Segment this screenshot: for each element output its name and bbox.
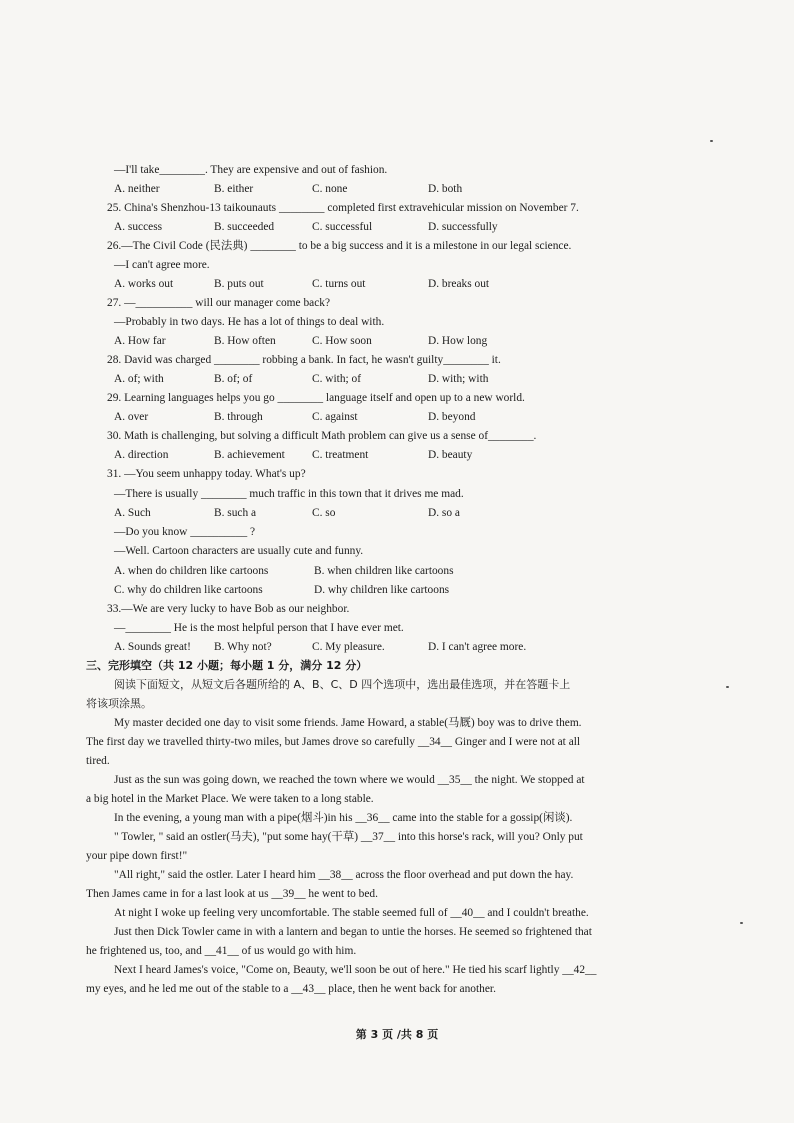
text-line: your pipe down first!" xyxy=(86,850,188,862)
text-line: 27. —__________ will our manager come back? xyxy=(107,297,331,309)
option-b: D. why children like cartoons xyxy=(314,584,450,596)
text-line: Just as the sun was going down, we reached the town where we would __35__ the night. We stopped at xyxy=(114,774,585,786)
option-b: B. achievement xyxy=(214,449,285,461)
scan-speck xyxy=(710,140,713,142)
scan-speck xyxy=(726,686,729,688)
option-c: C. successful xyxy=(312,221,373,233)
text-line: The first day we travelled thirty-two miles, but James drove so carefully __34__ Ginger and I were not at all xyxy=(86,736,581,748)
text-line: tired. xyxy=(86,755,110,767)
option-a: A. works out xyxy=(114,278,174,290)
text-line: My master decided one day to visit some friends. Jame Howard, a stable(马厩) boy was to drive them. xyxy=(114,717,582,729)
option-c: C. How soon xyxy=(312,335,372,347)
option-c: C. so xyxy=(312,507,336,519)
text-line: 33.—We are very lucky to have Bob as our neighbor. xyxy=(107,603,350,615)
option-d: D. with; with xyxy=(428,373,489,385)
text-line: 30. Math is challenging, but solving a difficult Math problem can give us a sense of________. xyxy=(107,430,537,442)
text-line: —There is usually ________ much traffic in this town that it drives me mad. xyxy=(114,488,464,500)
page-footer: 第 3 页 /共 8 页 xyxy=(355,1028,439,1041)
text-line: a big hotel in the Market Place. We were taken to a long stable. xyxy=(86,793,374,805)
text-line: —Probably in two days. He has a lot of things to deal with. xyxy=(114,316,385,328)
option-a: A. How far xyxy=(114,335,166,347)
option-a: A. Such xyxy=(114,507,151,519)
option-a: A. direction xyxy=(114,449,169,461)
option-b: B. either xyxy=(214,183,254,195)
option-c: C. against xyxy=(312,411,358,423)
text-line: 29. Learning languages helps you go ________ language itself and open up to a new world. xyxy=(107,392,525,404)
text-line: At night I woke up feeling very uncomfortable. The stable seemed full of __40__ and I couldn't breathe. xyxy=(114,907,589,919)
text-line: Next I heard James's voice, "Come on, Beauty, we'll soon be out of here." He tied his scarf lightly __42__ xyxy=(114,964,597,976)
option-d: D. so a xyxy=(428,507,460,519)
text-line: —Well. Cartoon characters are usually cute and funny. xyxy=(114,545,364,557)
text-line: 31. —You seem unhappy today. What's up? xyxy=(107,468,306,480)
option-d: D. successfully xyxy=(428,221,498,233)
option-c: C. turns out xyxy=(312,278,366,290)
text-line: 将该项涂黑。 xyxy=(86,697,152,710)
option-b: B. of; of xyxy=(214,373,253,385)
option-c: C. none xyxy=(312,183,348,195)
option-d: D. I can't agree more. xyxy=(428,641,527,653)
text-line: 26.—The Civil Code (民法典) ________ to be a big success and it is a milestone in our legal science. xyxy=(107,240,572,252)
option-d: D. beauty xyxy=(428,449,473,461)
text-line: he frightened us, too, and __41__ of us would go with him. xyxy=(86,945,357,957)
option-a: A. neither xyxy=(114,183,160,195)
text-line: In the evening, a young man with a pipe(烟斗)in his __36__ came into the stable for a gossip(闲谈). xyxy=(114,812,573,824)
scan-speck xyxy=(740,922,743,924)
option-a: A. Sounds great! xyxy=(114,641,191,653)
option-d: D. How long xyxy=(428,335,488,347)
option-d: D. beyond xyxy=(428,411,476,423)
option-a: A. of; with xyxy=(114,373,164,385)
option-b: B. when children like cartoons xyxy=(314,565,454,577)
text-line: 28. David was charged ________ robbing a bank. In fact, he wasn't guilty________ it. xyxy=(107,354,501,366)
option-b: B. Why not? xyxy=(214,641,272,653)
text-line: —Do you know __________ ? xyxy=(114,526,256,538)
text-line: my eyes, and he led me out of the stable to a __43__ place, then he went back for another. xyxy=(86,983,496,995)
text-line: Just then Dick Towler came in with a lantern and began to untie the horses. He seemed so frightened that xyxy=(114,926,592,938)
option-a: C. why do children like cartoons xyxy=(114,584,263,596)
text-line: —I'll take________. They are expensive and out of fashion. xyxy=(114,164,388,176)
text-line: " Towler, " said an ostler(马夫), "put some hay(干草) __37__ into this horse's rack, will you? Only put xyxy=(114,831,583,843)
option-c: C. with; of xyxy=(312,373,362,385)
text-line: —________ He is the most helpful person that I have ever met. xyxy=(114,622,404,634)
option-c: C. My pleasure. xyxy=(312,641,385,653)
option-d: D. breaks out xyxy=(428,278,490,290)
text-line: —I can't agree more. xyxy=(114,259,210,271)
option-a: A. when do children like cartoons xyxy=(114,565,269,577)
option-b: B. such a xyxy=(214,507,257,519)
option-d: D. both xyxy=(428,183,463,195)
text-line: Then James came in for a last look at us __39__ he went to bed. xyxy=(86,888,378,900)
option-b: B. through xyxy=(214,411,263,423)
option-a: A. over xyxy=(114,411,149,423)
text-line: 阅读下面短文，从短文后各题所给的 A、B、C、D 四个选项中，选出最佳选项，并在答题卡上 xyxy=(114,678,571,691)
option-b: B. How often xyxy=(214,335,276,347)
text-line: 25. China's Shenzhou-13 taikounauts ________ completed first extravehicular mission on November 7. xyxy=(107,202,579,214)
option-b: B. succeeded xyxy=(214,221,275,233)
option-c: C. treatment xyxy=(312,449,369,461)
text-line: 三、完形填空（共 12 小题；每小题 1 分，满分 12 分） xyxy=(86,659,368,672)
option-b: B. puts out xyxy=(214,278,264,290)
option-a: A. success xyxy=(114,221,163,233)
text-line: "All right," said the ostler. Later I heard him __38__ across the floor overhead and put down the hay. xyxy=(114,869,574,881)
